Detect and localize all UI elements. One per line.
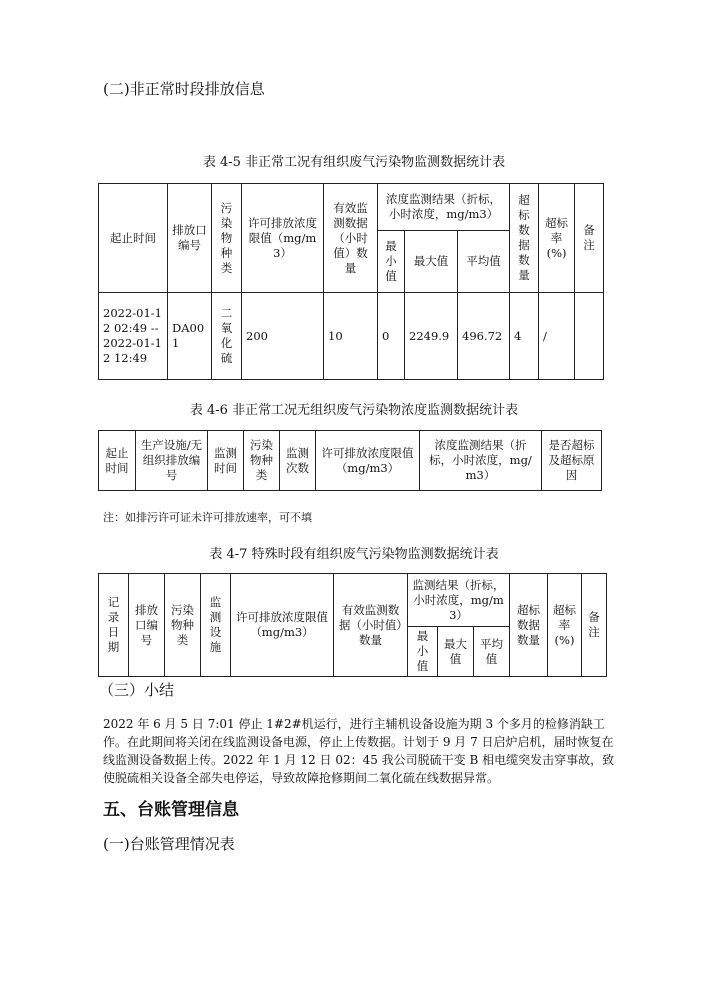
th-limit: 许可排放浓度限值（mg/m3） bbox=[231, 574, 334, 677]
th-exceed-count: 超标数据数量 bbox=[510, 574, 548, 677]
th-exceed-rate: 超标率(%) bbox=[548, 574, 582, 677]
th-time: 起止时间 bbox=[99, 184, 168, 293]
th-valid-count: 有效监测数据（小时值）数量 bbox=[324, 184, 378, 293]
cell-exceed-rate: / bbox=[539, 293, 575, 380]
th-limit: 许可排放浓度限值（mg/m3） bbox=[242, 184, 324, 293]
th-facility: 监测设施 bbox=[201, 574, 231, 677]
table-4-7-caption: 表 4-7 特殊时段有组织废气污染物监测数据统计表 bbox=[209, 547, 499, 562]
th-remark: 备注 bbox=[575, 184, 604, 293]
th-avg: 平均值 bbox=[474, 627, 510, 677]
summary-paragraph: 2022 年 6 月 5 日 7:01 停止 1#2#机运行，进行主辅机设备设施为期 3 个多月的检修消缺工作。在此期间将关闭在线监测设备电源，停止上传数据。计划于 9 月 7 日启炉启机，届时恢复在线监测设备数据上传。2022 年 1 月 12 日 02：45 我公司脱硫干变 B 相电缆突发击穿事故，致使脱硫相关设备全部失电停运，导致故障抢修期间二氧化硫在线数据异常。 bbox=[103, 717, 615, 785]
table-4-5 bbox=[98, 183, 604, 380]
th-pollutant: 污染物种类 bbox=[212, 184, 242, 293]
cell-limit: 200 bbox=[242, 293, 324, 380]
section-heading-ledger-table: (一)台账管理情况表 bbox=[103, 835, 235, 853]
cell-min: 0 bbox=[378, 293, 405, 380]
th-max: 最大值 bbox=[405, 231, 458, 293]
th-min: 最小值 bbox=[378, 231, 405, 293]
cell-max: 2249.9 bbox=[405, 293, 458, 380]
th-count: 监测次数 bbox=[280, 431, 316, 491]
th-outlet: 排放口编号 bbox=[168, 184, 212, 293]
th-exceed-count: 超标数据数量 bbox=[510, 184, 539, 293]
th-pollutant: 污染物种类 bbox=[165, 574, 201, 677]
th-outlet: 排放口编号 bbox=[129, 574, 165, 677]
th-pollutant: 污染物种类 bbox=[244, 431, 280, 491]
cell-avg: 496.72 bbox=[458, 293, 510, 380]
th-exceed: 是否超标及超标原因 bbox=[542, 431, 602, 491]
cell-outlet: DA001 bbox=[168, 293, 212, 380]
th-date: 记录日期 bbox=[99, 574, 129, 677]
th-limit: 许可排放浓度限值（mg/m3） bbox=[316, 431, 420, 491]
table-4-6 bbox=[98, 430, 602, 491]
table-4-6-caption: 表 4-6 非正常工况无组织废气污染物浓度监测数据统计表 bbox=[189, 403, 519, 418]
th-avg: 平均值 bbox=[458, 231, 510, 293]
cell-pollutant: 二氧化硫 bbox=[212, 293, 242, 380]
th-time: 起止时间 bbox=[99, 431, 136, 491]
section-heading-ledger: 五、台账管理信息 bbox=[103, 800, 239, 820]
cell-exceed-count: 4 bbox=[510, 293, 539, 380]
section-heading-abnormal-period: (二)非正常时段排放信息 bbox=[103, 80, 265, 98]
th-result: 浓度监测结果（折标，小时浓度，mg/m3） bbox=[420, 431, 542, 491]
th-valid-count: 有效监测数据（小时值）数量 bbox=[334, 574, 408, 677]
th-result-group: 浓度监测结果（折标，小时浓度，mg/m3） bbox=[378, 184, 510, 231]
table-4-7 bbox=[98, 573, 607, 677]
th-remark: 备注 bbox=[582, 574, 607, 677]
th-min: 最小值 bbox=[408, 627, 438, 677]
table-row bbox=[99, 293, 604, 380]
cell-valid-count: 10 bbox=[324, 293, 378, 380]
th-max: 最大值 bbox=[438, 627, 474, 677]
th-result-group: 监测结果（折标，小时浓度，mg/m3） bbox=[408, 574, 510, 627]
section-heading-summary: （三）小结 bbox=[99, 681, 175, 699]
cell-time: 2022-01-12 02:49 -- 2022-01-12 12:49 bbox=[99, 293, 168, 380]
note: 注：如排污许可证未许可排放速率，可不填 bbox=[103, 511, 312, 524]
th-facility: 生产设施/无组织排放编号 bbox=[136, 431, 208, 491]
th-exceed-rate: 超标率(%) bbox=[539, 184, 575, 293]
table-4-5-caption: 表 4-5 非正常工况有组织废气污染物监测数据统计表 bbox=[202, 155, 506, 170]
th-monitor-time: 监测时间 bbox=[208, 431, 244, 491]
cell-remark bbox=[575, 293, 604, 380]
